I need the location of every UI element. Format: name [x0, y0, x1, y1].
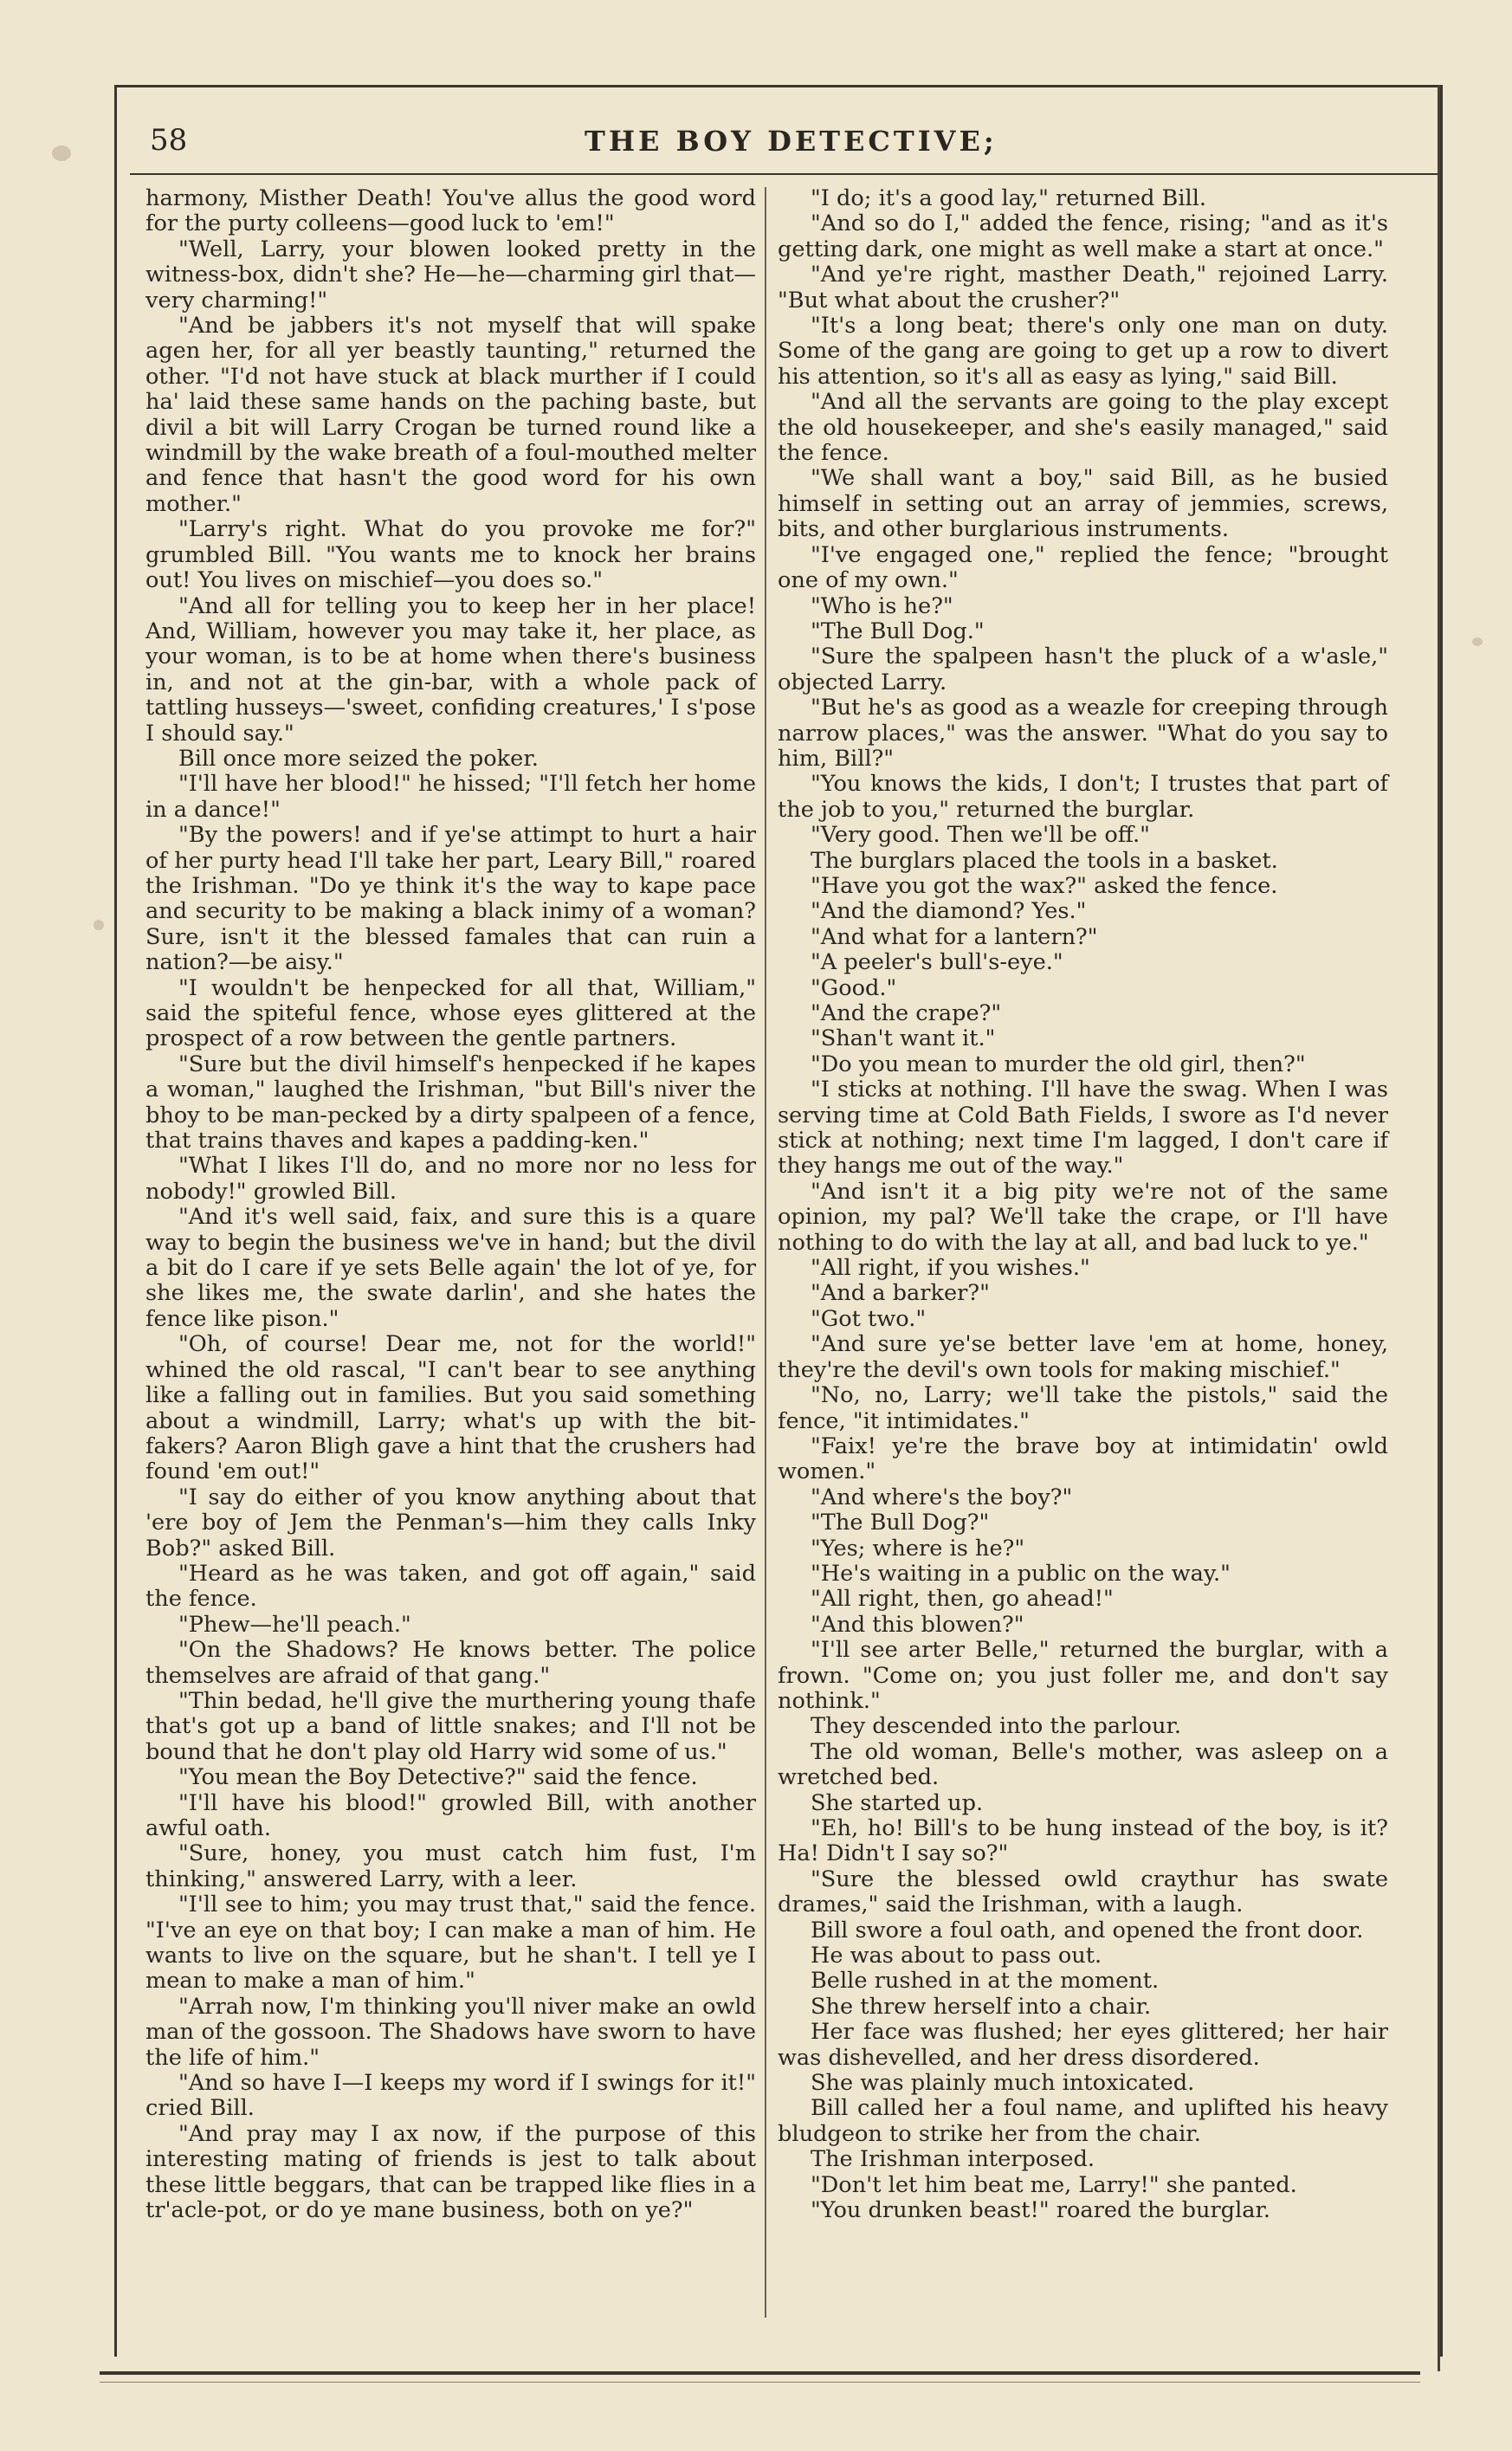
- paragraph: "And so have I—I keeps my word if I swings for it!" cried Bill.: [145, 2070, 756, 2122]
- page-number: 58: [150, 123, 188, 158]
- paragraph: The old woman, Belle's mother, was asleep on a wretched bed.: [778, 1738, 1388, 1791]
- paragraph: "I say do either of you know anything about that 'ere boy of Jem the Penman's—him they calls Inky Bob?" asked Bill.: [145, 1484, 756, 1562]
- paragraph: She threw herself into a chair.: [811, 1993, 1152, 2020]
- paragraph: They descended into the parlour.: [811, 1713, 1182, 1740]
- paragraph: "Faix! ye're the brave boy at intimidatin' owld women.": [778, 1432, 1388, 1485]
- paragraph: "Oh, of course! Dear me, not for the world!" whined the old rascal, "I can't bear to see anything like a falling out in families. But you said something about a windmill, Larry; what's up with the bit-fakers? Aaron Bligh gave a hint that the crushers had found 'em out!": [145, 1331, 756, 1485]
- paragraph: Her face was flushed; her eyes glittered; her hair was dishevelled, and her dress disordered.: [778, 2019, 1388, 2071]
- footer-rule-thin: [100, 2382, 1420, 2383]
- paragraph: "Sure the spalpeen hasn't the pluck of a w'asle," objected Larry.: [778, 643, 1388, 695]
- paragraph: "Don't let him beat me, Larry!" she panted.: [811, 2171, 1297, 2198]
- paragraph: "And this blowen?": [811, 1611, 1024, 1638]
- page-edge: [1438, 85, 1440, 2371]
- paragraph: "You knows the kids, I don't; I trustes that part of the job to you," returned the burglar.: [778, 771, 1388, 823]
- paragraph: "And be jabbers it's not myself that will spake agen her, for all yer beastly taunting," returned the other. "I'd not have stuck at black murther if I could ha' laid these same hands on the paching baste, but divil a bit will Larry Crogan be turned round like a windmill by the wake breath of a foul-mouthed melter and fence that hasn't the good word for his own mother.": [145, 313, 756, 517]
- paragraph: The burglars placed the tools in a basket.: [811, 847, 1278, 874]
- paragraph: "You drunken beast!" roared the burglar.: [811, 2197, 1271, 2224]
- paragraph: "And the crape?": [811, 1000, 1002, 1026]
- paragraph: "And what for a lantern?": [811, 923, 1098, 950]
- paragraph: "Sure but the divil himself's henpecked if he kapes a woman," laughed the Irishman, "but Bill's niver the bhoy to be man-pecked by a dirty spalpeen of a fence, that trains thaves and kapes a padding-ken.": [145, 1051, 756, 1154]
- paragraph: Belle rushed in at the moment.: [811, 1968, 1160, 1995]
- paragraph: "Do you mean to murder the old girl, then?": [811, 1051, 1306, 1077]
- paragraph: "I wouldn't be henpecked for all that, William," said the spiteful fence, whose eyes glittered at the prospect of a row between the gentle partners.: [145, 974, 756, 1052]
- paragraph: "A peeler's bull's-eye.": [811, 949, 1063, 976]
- paragraph: "And all the servants are going to the play except the old housekeeper, and she's easily managed," said the fence.: [778, 389, 1388, 467]
- paragraph: "And ye're right, masther Death," rejoined Larry. "But what about the crusher?": [778, 262, 1388, 314]
- stain-mark: [1472, 637, 1483, 646]
- paragraph: "The Bull Dog?": [811, 1510, 990, 1536]
- paragraph: "Well, Larry, your blowen looked pretty in the witness-box, didn't she? He—he—charming girl that—very charming!": [145, 236, 756, 314]
- paragraph: "On the Shadows? He knows better. The police themselves are afraid of that gang.": [145, 1637, 756, 1689]
- paragraph: "I've engaged one," replied the fence; "brought one of my own.": [778, 541, 1388, 594]
- paragraph: "Thin bedad, he'll give the murthering young thafe that's got up a band of little snakes; and I'll not be bound that he don't play old Harry wid some of us.": [145, 1687, 756, 1765]
- paragraph: "By the powers! and if ye'se attimpt to hurt a hair of her purty head I'll take her part, Leary Bill," roared the Irishman. "Do ye think it's the way to kape pace and security to be making a black inimy of a woman? Sure, isn't it the blessed famales that can ruin a nation?—be aisy.": [145, 822, 756, 976]
- paragraph: "You mean the Boy Detective?" said the fence.: [178, 1764, 698, 1791]
- paragraph: "No, no, Larry; we'll take the pistols," said the fence, "it intimidates.": [778, 1382, 1388, 1434]
- paragraph: "The Bull Dog.": [811, 618, 985, 644]
- paragraph: She started up.: [811, 1789, 984, 1816]
- paragraph: "It's a long beat; there's only one man on duty. Some of the gang are going to get up a row to divert his attention, so it's all as easy as lying," said Bill.: [778, 313, 1388, 390]
- paragraph: "And all for telling you to keep her in her place! And, William, however you may take it, her place, as your woman, is to be at home when there's business in, and not at the gin-bar, with a whole pack of tattling husseys—'sweet, confiding creatures,' I s'pose I should say.": [145, 592, 756, 747]
- paragraph: "And it's well said, faix, and sure this is a quare way to begin the business we've in hand; but the divil a bit do I care if ye sets Belle again' the lot of ye, for she likes me, the swate darlin', and she hates the fence like pison.": [145, 1204, 756, 1332]
- paragraph: "And a barker?": [811, 1280, 990, 1307]
- paragraph: "Phew—he'll peach.": [178, 1611, 411, 1638]
- paragraph: Bill called her a foul name, and uplifted his heavy bludgeon to strike her from the chair.: [778, 2095, 1388, 2147]
- paragraph: Bill once more seized the poker.: [178, 745, 539, 772]
- paragraph: "Larry's right. What do you provoke me for?" grumbled Bill. "You wants me to knock her brains out! You lives on mischief—you does so.": [145, 516, 756, 594]
- paragraph: "What I likes I'll do, and no more nor no less for nobody!" growled Bill.: [145, 1153, 756, 1205]
- paragraph: "Got two.": [811, 1305, 927, 1332]
- paragraph: "Eh, ho! Bill's to be hung instead of the boy, is it? Ha! Didn't I say so?": [778, 1815, 1388, 1867]
- footer-rule: [100, 2371, 1420, 2375]
- paragraph: "And pray may I ax now, if the purpose of this interesting mating of friends is jest to talk about these little beggars, that can be trapped like flies in a tr'acle-pot, or do ye mane business, both on ye?": [145, 2120, 756, 2224]
- paragraph: "All right, if you wishes.": [811, 1255, 1090, 1282]
- paragraph: The Irishman interposed.: [811, 2146, 1095, 2173]
- text-column-left: [145, 186, 756, 2224]
- paragraph: "I sticks at nothing. I'll have the swag. When I was serving time at Cold Bath Fields, I swore as I'd never stick at nothing; next time I'm lagged, I don't care if they hangs me out of the way.": [778, 1077, 1388, 1180]
- paragraph: He was about to pass out.: [811, 1943, 1102, 1969]
- paragraph: "And so do I," added the fence, rising; "and as it's getting dark, one might as well make a start at once.": [778, 210, 1388, 262]
- paragraph: "But he's as good as a weazle for creeping through narrow places," was the answer. "What do you say to him, Bill?": [778, 695, 1388, 772]
- paragraph: "Very good. Then we'll be off.": [811, 822, 1150, 849]
- paragraph: "And the diamond? Yes.": [811, 898, 1087, 925]
- paragraph: "Yes; where is he?": [811, 1535, 1025, 1562]
- paragraph: "Sure, honey, you must catch him fust, I'm thinking," answered Larry, with a leer.: [145, 1840, 756, 1892]
- stain-mark: [94, 920, 104, 930]
- paragraph: "And where's the boy?": [811, 1484, 1073, 1510]
- page-header: [143, 121, 1416, 165]
- paragraph: "I'll see to him; you may trust that," said the fence. "I've an eye on that boy; I can make a man of him. He wants to live on the square, but he shan't. I tell ye I mean to make a man of him.": [145, 1892, 756, 1995]
- header-rule: [130, 173, 1438, 175]
- paragraph: "Have you got the wax?" asked the fence.: [811, 872, 1278, 899]
- paragraph: "And isn't it a big pity we're not of the same opinion, my pal? We'll take the crape, or I'll have nothing to do with the lay at all, and bad luck to ye.": [778, 1178, 1388, 1256]
- text-column-right: [778, 186, 1388, 2224]
- paragraph: "I do; it's a good lay," returned Bill.: [811, 185, 1207, 211]
- paragraph: "And sure ye'se better lave 'em at home, honey, they're the devil's own tools for making mischief.": [778, 1331, 1388, 1383]
- paragraph: "We shall want a boy," said Bill, as he busied himself in setting out an array of jemmies, screws, bits, and other burglarious instruments.: [778, 465, 1388, 543]
- stain-mark: [52, 146, 71, 161]
- paragraph: harmony, Misther Death! You've allus the good word for the purty colleens—good luck to 'em!": [145, 185, 756, 237]
- running-title: THE BOY DETECTIVE;: [585, 125, 998, 158]
- paragraph: Bill swore a foul oath, and opened the front door.: [811, 1917, 1364, 1943]
- paragraph: "Sure the blessed owld craythur has swate drames," said the Irishman, with a laugh.: [778, 1866, 1388, 1918]
- paragraph: "I'll have his blood!" growled Bill, with another awful oath.: [145, 1789, 756, 1841]
- paragraph: "Shan't want it.": [811, 1025, 996, 1052]
- paragraph: "Heard as he was taken, and got off again," said the fence.: [145, 1560, 756, 1613]
- paragraph: "Good.": [811, 974, 897, 1001]
- column-divider: [765, 187, 766, 2318]
- paragraph: "Who is he?": [811, 592, 953, 619]
- paragraph: "All right, then, go ahead!": [811, 1586, 1114, 1613]
- paragraph: "Arrah now, I'm thinking you'll niver make an owld man of the gossoon. The Shadows have sworn to have the life of him.": [145, 1993, 756, 2071]
- paragraph: She was plainly much intoxicated.: [811, 2070, 1195, 2097]
- paragraph: "I'll have her blood!" he hissed; "I'll fetch her home in a dance!": [145, 771, 756, 823]
- paragraph: "I'll see arter Belle," returned the burglar, with a frown. "Come on; you just foller me, and don't say nothink.": [778, 1637, 1388, 1714]
- paragraph: "He's waiting in a public on the way.": [811, 1560, 1231, 1587]
